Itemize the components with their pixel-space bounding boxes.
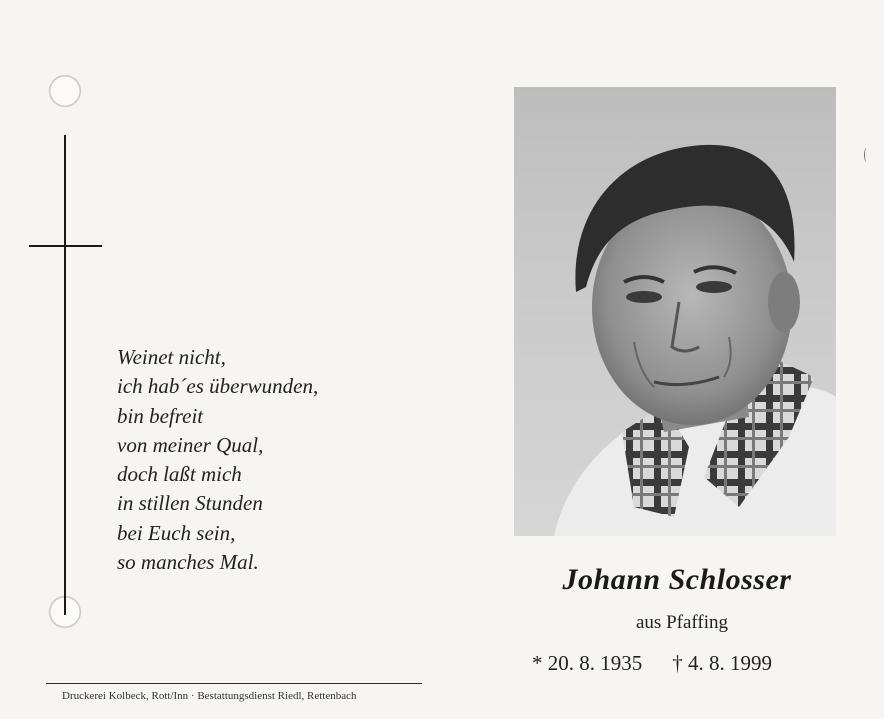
paper-edge-mark xyxy=(864,148,869,162)
poem-line: ich hab´es überwunden, xyxy=(117,374,319,399)
poem-line: Weinet nicht, xyxy=(117,345,226,369)
poem-line: bei Euch sein, xyxy=(117,520,236,545)
punch-hole-top xyxy=(49,75,81,107)
poem-line: so manches Mal. xyxy=(117,550,259,575)
poem-line: bin befreit xyxy=(117,403,204,428)
birth-date: * 20. 8. 1935 xyxy=(532,651,643,675)
poem-line: in stillen Stunden xyxy=(117,491,263,516)
death-date: † 4. 8. 1999 xyxy=(672,651,772,675)
poem-line: von meiner Qual, xyxy=(117,432,264,457)
footer-divider xyxy=(46,683,422,684)
poem-line: doch laßt mich xyxy=(117,462,242,487)
printer-credit: Druckerei Kolbeck, Rott/Inn · Bestattungsdienst Riedl, Rettenbach xyxy=(62,690,357,702)
memorial-poem xyxy=(117,343,417,577)
portrait-photo-illustration xyxy=(514,87,836,536)
deceased-origin: aus Pfaffing xyxy=(636,612,728,633)
cross-vertical-bar xyxy=(64,135,66,615)
portrait-photo xyxy=(514,87,836,536)
life-dates xyxy=(532,651,772,676)
cross-horizontal-bar xyxy=(29,245,102,247)
deceased-name: Johann Schlosser xyxy=(562,563,792,596)
